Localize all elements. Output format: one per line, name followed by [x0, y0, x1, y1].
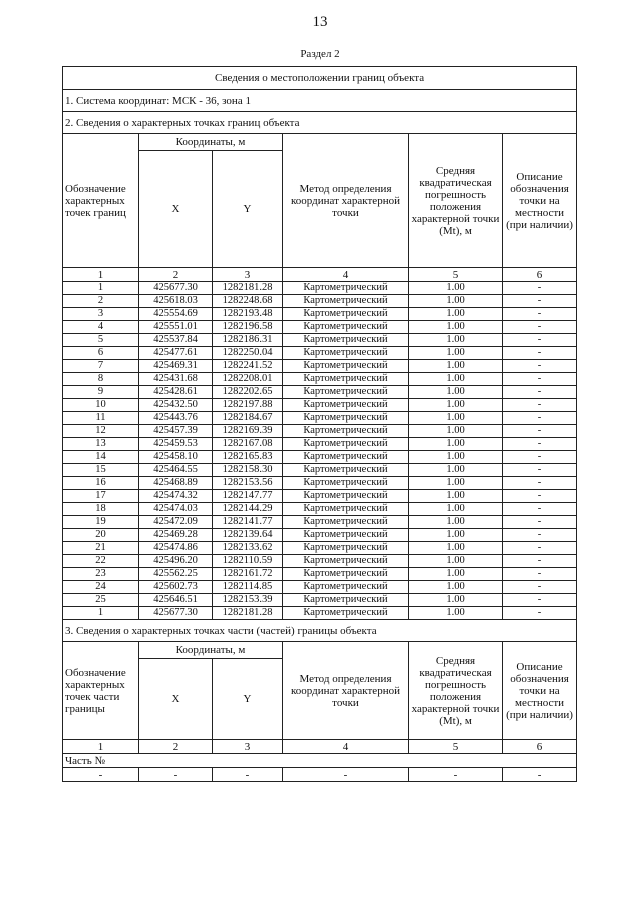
part3-error-header: Средняя квадратическая погрешность положения характерной точки (Mt), м	[409, 642, 503, 740]
table-cell: Картометрический	[283, 321, 409, 334]
table-cell: 425562.25	[139, 568, 213, 581]
table-cell: 15	[63, 464, 139, 477]
table-row	[63, 503, 577, 516]
table-cell: -	[503, 581, 577, 594]
table-cell: 1282158.30	[213, 464, 283, 477]
table-cell: 425464.55	[139, 464, 213, 477]
table-row	[63, 386, 577, 399]
column-number: 5	[409, 268, 503, 282]
table-cell: Картометрический	[283, 360, 409, 373]
table-cell: 1282193.48	[213, 308, 283, 321]
table-cell: -	[503, 464, 577, 477]
table-cell: -	[503, 295, 577, 308]
table-cell: 18	[63, 503, 139, 516]
table-cell: Картометрический	[283, 490, 409, 503]
column-number: 2	[139, 268, 213, 282]
table-cell: -	[503, 529, 577, 542]
table-cell: Картометрический	[283, 477, 409, 490]
part3-designation-header: Обозначение характерных точек части границы	[63, 642, 139, 740]
column-number: 5	[409, 740, 503, 754]
table-cell: 17	[63, 490, 139, 503]
table-cell: Картометрический	[283, 412, 409, 425]
table-cell: Картометрический	[283, 516, 409, 529]
table-row	[63, 282, 577, 295]
table-cell: Картометрический	[283, 295, 409, 308]
table-cell: 13	[63, 438, 139, 451]
table-cell: -	[503, 594, 577, 607]
table-cell: 1282202.65	[213, 386, 283, 399]
table-cell: -	[503, 347, 577, 360]
table-cell: 1282161.72	[213, 568, 283, 581]
table-cell: 425431.68	[139, 373, 213, 386]
table-cell: 1282181.28	[213, 282, 283, 295]
column-number: 6	[503, 268, 577, 282]
table-row	[63, 607, 577, 620]
table-cell: 8	[63, 373, 139, 386]
table-cell: 1.00	[409, 516, 503, 529]
table-cell: -	[503, 334, 577, 347]
table-cell: 24	[63, 581, 139, 594]
table-cell: 1282167.08	[213, 438, 283, 451]
table-row	[63, 581, 577, 594]
table-cell: -	[139, 768, 213, 782]
table-cell: -	[503, 516, 577, 529]
table-cell: 1.00	[409, 321, 503, 334]
table-cell: 425646.51	[139, 594, 213, 607]
table-cell: Картометрический	[283, 607, 409, 620]
table-cell: 1282139.64	[213, 529, 283, 542]
table-cell: -	[503, 360, 577, 373]
table-cell: 425677.30	[139, 282, 213, 295]
table-cell: 1282197.88	[213, 399, 283, 412]
table-cell: 1282153.56	[213, 477, 283, 490]
table-cell: 425496.20	[139, 555, 213, 568]
table-cell: Картометрический	[283, 347, 409, 360]
table-row	[63, 295, 577, 308]
table-row	[63, 568, 577, 581]
table-cell: 1	[63, 607, 139, 620]
table-cell: 1.00	[409, 451, 503, 464]
table-cell: 14	[63, 451, 139, 464]
table-cell: -	[503, 490, 577, 503]
table-cell: -	[63, 768, 139, 782]
table-cell: -	[503, 542, 577, 555]
table-cell: 425468.89	[139, 477, 213, 490]
table-row	[63, 321, 577, 334]
column-number: 3	[213, 740, 283, 754]
table-cell: 425677.30	[139, 607, 213, 620]
y-header: Y	[213, 151, 283, 268]
error-header: Средняя квадратическая погрешность положения характерной точки (Mt), м	[409, 134, 503, 268]
table-cell: 1.00	[409, 438, 503, 451]
table-cell: 1.00	[409, 386, 503, 399]
table-row	[63, 373, 577, 386]
table-cell: 19	[63, 516, 139, 529]
table-cell: -	[503, 568, 577, 581]
table-cell: -	[409, 768, 503, 782]
table-row	[63, 412, 577, 425]
table-cell: 1282169.39	[213, 425, 283, 438]
table-cell: 1.00	[409, 555, 503, 568]
table-cell: 1.00	[409, 490, 503, 503]
part3-column-numbers-row	[63, 740, 577, 754]
table-cell: 1.00	[409, 425, 503, 438]
table-cell: 1.00	[409, 360, 503, 373]
table-row	[63, 347, 577, 360]
table-row	[63, 334, 577, 347]
table-cell: Картометрический	[283, 568, 409, 581]
table-row	[63, 542, 577, 555]
table-cell: 20	[63, 529, 139, 542]
table-cell: 1.00	[409, 295, 503, 308]
table-cell: -	[503, 438, 577, 451]
table-cell: -	[503, 399, 577, 412]
table-row	[63, 360, 577, 373]
column-number: 3	[213, 268, 283, 282]
table-cell: 5	[63, 334, 139, 347]
table-cell: -	[503, 555, 577, 568]
table-cell: Картометрический	[283, 555, 409, 568]
table-row	[63, 490, 577, 503]
part3-method-header: Метод определения координат характерной точки	[283, 642, 409, 740]
table-cell: 1282110.59	[213, 555, 283, 568]
table-cell: 7	[63, 360, 139, 373]
table-row	[63, 594, 577, 607]
table-cell: -	[503, 425, 577, 438]
table-cell: Картометрический	[283, 373, 409, 386]
table-cell: Картометрический	[283, 438, 409, 451]
table-cell: 1.00	[409, 581, 503, 594]
table-cell: -	[503, 373, 577, 386]
column-numbers-row	[63, 268, 577, 282]
table-cell: 425443.76	[139, 412, 213, 425]
table-cell: Картометрический	[283, 542, 409, 555]
table-cell: 12	[63, 425, 139, 438]
table-cell: Картометрический	[283, 334, 409, 347]
table-cell: 16	[63, 477, 139, 490]
table-cell: 425469.31	[139, 360, 213, 373]
table-cell: -	[503, 607, 577, 620]
table-cell: 1282165.83	[213, 451, 283, 464]
table-cell: 1.00	[409, 282, 503, 295]
table-cell: Картометрический	[283, 503, 409, 516]
table-row	[63, 308, 577, 321]
part2-title: 2. Сведения о характерных точках границ объекта	[63, 112, 577, 134]
part3-y-header: Y	[213, 659, 283, 740]
table-cell: 1282241.52	[213, 360, 283, 373]
table-cell: 1.00	[409, 334, 503, 347]
table-row	[63, 555, 577, 568]
table-cell: 425459.53	[139, 438, 213, 451]
table-cell: -	[503, 321, 577, 334]
table-cell: 425618.03	[139, 295, 213, 308]
column-number: 1	[63, 268, 139, 282]
table-cell: 1.00	[409, 607, 503, 620]
table-cell: Картометрический	[283, 308, 409, 321]
table-cell: 23	[63, 568, 139, 581]
coord-system: 1. Система координат: МСК - 36, зона 1	[63, 90, 577, 112]
table-cell: 1.00	[409, 529, 503, 542]
table-cell: 1282184.67	[213, 412, 283, 425]
table-cell: -	[503, 308, 577, 321]
table-cell: 1.00	[409, 464, 503, 477]
table-cell: Картометрический	[283, 464, 409, 477]
method-header: Метод определения координат характерной точки	[283, 134, 409, 268]
table-row	[63, 464, 577, 477]
table-cell: 1.00	[409, 477, 503, 490]
table-cell: Картометрический	[283, 581, 409, 594]
table-cell: 425472.09	[139, 516, 213, 529]
table-cell: 425551.01	[139, 321, 213, 334]
coords-header: Координаты, м	[139, 134, 283, 151]
table-cell: 425428.61	[139, 386, 213, 399]
table-row	[63, 438, 577, 451]
table-cell: -	[213, 768, 283, 782]
table-cell: 9	[63, 386, 139, 399]
table-cell: 425474.03	[139, 503, 213, 516]
table-row	[63, 451, 577, 464]
table-cell: 1.00	[409, 399, 503, 412]
table-cell: -	[503, 282, 577, 295]
table-cell: Картометрический	[283, 386, 409, 399]
table-cell: 6	[63, 347, 139, 360]
table-cell: 425469.28	[139, 529, 213, 542]
table-row	[63, 529, 577, 542]
boundary-table	[62, 66, 577, 782]
table-cell: Картометрический	[283, 451, 409, 464]
table-cell: 1282147.77	[213, 490, 283, 503]
x-header: X	[139, 151, 213, 268]
table-cell: Картометрический	[283, 529, 409, 542]
table-cell: 1282250.04	[213, 347, 283, 360]
table-cell: 425474.32	[139, 490, 213, 503]
table-cell: 1.00	[409, 594, 503, 607]
table-cell: 1.00	[409, 308, 503, 321]
table-cell: 4	[63, 321, 139, 334]
table-cell: 1282114.85	[213, 581, 283, 594]
table-cell: 3	[63, 308, 139, 321]
table-cell: 425457.39	[139, 425, 213, 438]
part3-x-header: X	[139, 659, 213, 740]
table-cell: 425537.84	[139, 334, 213, 347]
table-cell: Картометрический	[283, 425, 409, 438]
table-cell: Картометрический	[283, 399, 409, 412]
table-cell: 1282153.39	[213, 594, 283, 607]
column-number: 6	[503, 740, 577, 754]
table-cell: -	[283, 768, 409, 782]
table-cell: 1282208.01	[213, 373, 283, 386]
table-row	[63, 399, 577, 412]
designation-header: Обозначение характерных точек границ	[63, 134, 139, 268]
column-number: 4	[283, 740, 409, 754]
page-number: 13	[312, 14, 328, 30]
table-cell: 1.00	[409, 373, 503, 386]
table-cell: 1.00	[409, 568, 503, 581]
table-cell: -	[503, 768, 577, 782]
table-row	[63, 477, 577, 490]
table-cell: 1282133.62	[213, 542, 283, 555]
table-cell: 425554.69	[139, 308, 213, 321]
table-row	[63, 516, 577, 529]
part-label: Часть №	[63, 754, 577, 768]
table-cell: 25	[63, 594, 139, 607]
table-cell: 1282186.31	[213, 334, 283, 347]
table-cell: 425432.50	[139, 399, 213, 412]
description-header: Описание обозначения точки на местности (при наличии)	[503, 134, 577, 268]
table-cell: 2	[63, 295, 139, 308]
table-cell: 11	[63, 412, 139, 425]
table-title: Сведения о местоположении границ объекта	[63, 67, 577, 90]
table-cell: -	[503, 451, 577, 464]
table-cell: Картометрический	[283, 282, 409, 295]
part3-empty-row	[63, 768, 577, 782]
table-cell: 1	[63, 282, 139, 295]
table-cell: 1282181.28	[213, 607, 283, 620]
table-cell: 425458.10	[139, 451, 213, 464]
table-cell: 1.00	[409, 503, 503, 516]
table-cell: 21	[63, 542, 139, 555]
table-cell: Картометрический	[283, 594, 409, 607]
table-cell: 1.00	[409, 347, 503, 360]
table-cell: -	[503, 412, 577, 425]
table-cell: 1.00	[409, 542, 503, 555]
section-title: Раздел 2	[300, 48, 340, 60]
table-cell: 1282144.29	[213, 503, 283, 516]
column-number: 4	[283, 268, 409, 282]
part3-coords-header: Координаты, м	[139, 642, 283, 659]
table-cell: 1282196.58	[213, 321, 283, 334]
table-cell: -	[503, 386, 577, 399]
table-cell: 1.00	[409, 412, 503, 425]
table-cell: -	[503, 503, 577, 516]
column-number: 2	[139, 740, 213, 754]
table-cell: 1282248.68	[213, 295, 283, 308]
table-cell: 425602.73	[139, 581, 213, 594]
table-cell: 10	[63, 399, 139, 412]
table-cell: 22	[63, 555, 139, 568]
table-cell: 425477.61	[139, 347, 213, 360]
table-cell: 425474.86	[139, 542, 213, 555]
part3-description-header: Описание обозначения точки на местности (при наличии)	[503, 642, 577, 740]
table-cell: -	[503, 477, 577, 490]
table-row	[63, 425, 577, 438]
column-number: 1	[63, 740, 139, 754]
part3-title: 3. Сведения о характерных точках части (частей) границы объекта	[63, 620, 577, 642]
table-cell: 1282141.77	[213, 516, 283, 529]
